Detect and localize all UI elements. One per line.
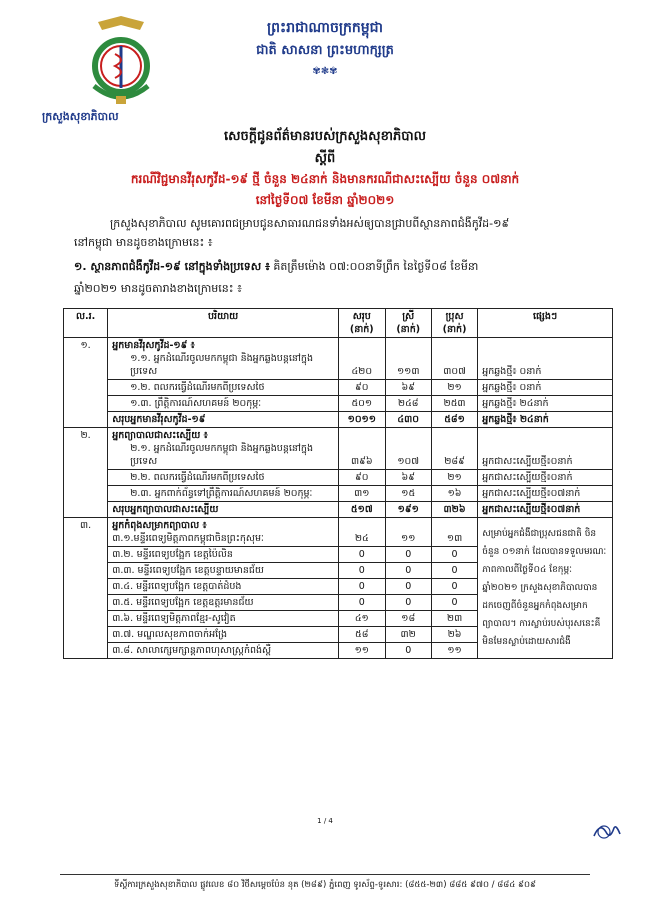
row-desc: ៣.១.មន្ទីរពេទ្យមិត្តភាពកម្ពុជាចិនព្រះកុសុមៈ (112, 533, 264, 544)
intro-line-2: នៅកម្ពុជា មានដូចខាងក្រោមនេះ ៖ (74, 236, 213, 249)
intro-line-1: ក្រសួងសុខាភិបាល សូមគោរពជម្រាបជូនសាធារណជនទាំងអស់ឲ្យបានជ្រាបពីស្ថានភាពជំងឺកូវីដ-១៩ (110, 217, 510, 230)
row-desc: ៣.៥. មន្ទីរពេទ្យបង្អែក ខេត្តឧត្តរមានជ័យ (108, 595, 339, 611)
table-row (64, 380, 613, 396)
row-total: ៩០ (339, 470, 386, 486)
col-no: ល.រ. (64, 309, 108, 338)
row-male: 0 (431, 595, 477, 611)
row-male: ២៦ (431, 627, 477, 643)
row-male: ៣២៦ (431, 502, 477, 518)
row-desc: ១.៣. ព្រឹត្តិការណ៍សហគមន៍ ២០កុម្ភៈ (108, 396, 339, 412)
table-row (64, 518, 613, 547)
row-total: ១០១១ (339, 412, 386, 428)
row-male: ៣០៧ (431, 338, 477, 380)
row-total: 0 (339, 547, 386, 563)
row-male: ២៥៣ (431, 396, 477, 412)
row-note: អ្នកឆ្លងថ្មី៖ ០នាក់ (478, 380, 613, 396)
group-2-no: ២. (64, 428, 108, 518)
row-male: ១៦ (431, 486, 477, 502)
group-3-title: អ្នកកំពុងសម្រាកព្យាបាល ៖ (112, 520, 207, 531)
row-male: ២១ (431, 380, 477, 396)
row-female: 0 (385, 643, 431, 659)
ornament: ✾❃✾ (312, 66, 338, 77)
group-3-no: ៣. (64, 518, 108, 659)
row-male: ៥៨១ (431, 412, 477, 428)
page-number: 1 / 4 (317, 817, 333, 825)
row-total: ៥៨ (339, 627, 386, 643)
row-female: 0 (385, 579, 431, 595)
row-total: ៣១ (339, 486, 386, 502)
table-row (64, 338, 613, 380)
row-female: ៦៩ (385, 380, 431, 396)
row-male: ១១ (431, 643, 477, 659)
col-female: ស្រី (នាក់) (385, 309, 431, 338)
row-total: 0 (339, 595, 386, 611)
row-note: អ្នកឆ្លងថ្មី៖ ២៤នាក់ (478, 396, 613, 412)
row-total: ២៤ (339, 518, 386, 547)
row-desc: ៣.៨. សាលាក្សេមក្សាន្តភាពហុសាស្ត្រកំពង់ស្ពឺ (108, 643, 339, 659)
row-note: អ្នកឆ្លងថ្មី៖ ២៤នាក់ (478, 412, 613, 428)
col-male: ប្រុស (នាក់) (431, 309, 477, 338)
table-header-row (64, 309, 613, 338)
section-1-heading: ១. ស្ថានភាពជំងឺកូវីដ-១៩ នៅក្នុងទាំងប្រទេស ៖ (74, 260, 270, 273)
signature-icon (592, 820, 622, 842)
row-total: 0 (339, 579, 386, 595)
document-date: នៅថ្ងៃទី០៧ ខែមីនា ឆ្នាំ២០២១ (255, 193, 395, 207)
row-female: ១០៧ (385, 428, 431, 470)
row-male: 0 (431, 547, 477, 563)
row-total: ៤២០ (339, 338, 386, 380)
section-1-text: គិតត្រឹមម៉ោង ០៧:០០នាទីព្រឹក នៃថ្ងៃទី០៨ ខែមីនា (269, 260, 479, 273)
table-row (64, 486, 613, 502)
document-headline: ករណីវិជ្ជមានវីរុសកូវីដ-១៩ ថ្មី ចំនួន ២៤នាក់ និងមានករណីជាសះស្បើយ ចំនួន ០៧នាក់ (130, 172, 520, 186)
row-female: ៦៩ (385, 470, 431, 486)
table-row (64, 470, 613, 486)
row-female: ១៩១ (385, 502, 431, 518)
group-3-note: សម្រាប់អ្នកជំងឺជាប្រុសជនជាតិ ចិន ចំនួន ០១នាក់ ដែលបានទទួលមរណៈភាពកាលពីថ្ងៃទី០៤ ខែកុម្ភៈ ឆ្នាំ២០២១ ក្រសួងសុខាភិបាលបានដកចេញពីចំនួនអ្នកកំពុងសម្រាកព្យាបាល។ ការស្លាប់របស់បុរសនេះគឺមិនមែនស្លាប់ដោយសារជំងឺ (478, 518, 613, 659)
row-female: ១៨ (385, 611, 431, 627)
col-description: បរិយាយ (108, 309, 339, 338)
row-desc: ២.២. ពលករធ្វើដំណើរមកពីប្រទេសថៃ (108, 470, 339, 486)
row-total: 0 (339, 563, 386, 579)
group-2-title: អ្នកព្យាបាលជាសះស្បើយ ៖ (112, 430, 208, 441)
row-total: ១១ (339, 643, 386, 659)
row-desc: សរុបអ្នកមានវីរុសកូវីដ-១៩ (108, 412, 339, 428)
table-row-total (64, 502, 613, 518)
group-1-title: អ្នកមានវីរុសកូវីដ-១៩ ៖ (112, 340, 195, 351)
row-female: ១៥ (385, 486, 431, 502)
row-desc: ១.១. អ្នកដំណើរចូលមកកម្ពុជា និងអ្នកឆ្លងបន្តនៅក្នុងប្រទេស (130, 353, 313, 377)
row-total: ៥១៧ (339, 502, 386, 518)
footer-address: ទីស្តីការក្រសួងសុខាភិបាល ផ្លូវលេខ ៨០ វិថីសម្តេចប៉ែន នុត (២៨៩) ភ្នំពេញ ទូរស័ព្ទ-ទូរសារ: (៨៥៥-២៣) ៨៨៥ ៩៧០ / ៨៨៤ ៩០៩ (113, 880, 537, 890)
row-male: ២៣ (431, 611, 477, 627)
row-female: 0 (385, 595, 431, 611)
covid-status-table (63, 308, 613, 659)
row-male: ២១ (431, 470, 477, 486)
table-row (64, 396, 613, 412)
row-note: អ្នកឆ្លងថ្មី៖ ០នាក់ (478, 338, 613, 380)
row-female: ២៤៨ (385, 396, 431, 412)
kingdom-title: ព្រះរាជាណាចក្រកម្ពុជា (266, 20, 383, 36)
document-subject-label: ស្តីពី (314, 151, 336, 166)
table-row (64, 428, 613, 470)
row-desc: ៣.៧. មណ្ឌលសុខភាពចាក់អង្រែ (108, 627, 339, 643)
row-desc: ២.៣. អ្នកពាក់ព័ន្ធទៅព្រឹត្តិការណ៍សហគមន៍ ២០កុម្ភៈ (108, 486, 339, 502)
footer-divider (60, 874, 590, 875)
row-desc: ២.១. អ្នកដំណើរចូលមកកម្ពុជា និងអ្នកឆ្លងបន្តនៅក្នុងប្រទេស (130, 443, 313, 467)
row-note: អ្នកជាសះស្បើយថ្មី៖០៧នាក់ (478, 502, 613, 518)
row-total: ៥០១ (339, 396, 386, 412)
row-female: ១១៣ (385, 338, 431, 380)
col-total: សរុប (នាក់) (339, 309, 386, 338)
row-female: ១១ (385, 518, 431, 547)
col-note: ផ្សេងៗ (478, 309, 613, 338)
table-row-total (64, 412, 613, 428)
row-desc: ៣.៤. មន្ទីរពេទ្យបង្អែក ខេត្តបាត់ដំបង (108, 579, 339, 595)
row-desc: ៣.៦. មន្ទីរពេទ្យមិត្តភាពខ្មែរ-សូវៀត (108, 611, 339, 627)
row-desc: ១.២. ពលករធ្វើដំណើរមកពីប្រទេសថៃ (108, 380, 339, 396)
group-1-no: ១. (64, 338, 108, 428)
row-female: 0 (385, 547, 431, 563)
ministry-name: ក្រសួងសុខាភិបាល (42, 110, 119, 123)
row-note: អ្នកជាសះស្បើយថ្មី៖០៧នាក់ (478, 486, 613, 502)
row-desc: ៣.៣. មន្ទីរពេទ្យបង្អែក ខេត្តបន្ទាយមានជ័យ (108, 563, 339, 579)
row-male: ២៨៩ (431, 428, 477, 470)
row-female: 0 (385, 563, 431, 579)
row-total: ៩០ (339, 380, 386, 396)
row-desc: ៣.២. មន្ទីរពេទ្យបង្អែក ខេត្តប៉ៃលិន (108, 547, 339, 563)
row-note: អ្នកជាសះស្បើយថ្មី៖០នាក់ (478, 470, 613, 486)
document-title: សេចក្តីជូនព័ត៌មានរបស់ក្រសួងសុខាភិបាល (224, 129, 426, 144)
row-total: ៣៩៦ (339, 428, 386, 470)
section-1-heading-line (74, 258, 634, 276)
row-male: 0 (431, 579, 477, 595)
row-female: ៣២ (385, 627, 431, 643)
row-note: អ្នកជាសះស្បើយថ្មី៖០នាក់ (478, 428, 613, 470)
row-female: ៤៣០ (385, 412, 431, 428)
motto: ជាតិ សាសនា ព្រះមហាក្សត្រ (256, 43, 394, 58)
row-desc: សរុបអ្នកព្យាបាលជាសះស្បើយ (108, 502, 339, 518)
section-1-text-2: ឆ្នាំ២០២១ មានដូចតារាងខាងក្រោមនេះ ៖ (74, 282, 242, 295)
row-total: ៤១ (339, 611, 386, 627)
row-male: 0 (431, 563, 477, 579)
row-male: ១៣ (431, 518, 477, 547)
